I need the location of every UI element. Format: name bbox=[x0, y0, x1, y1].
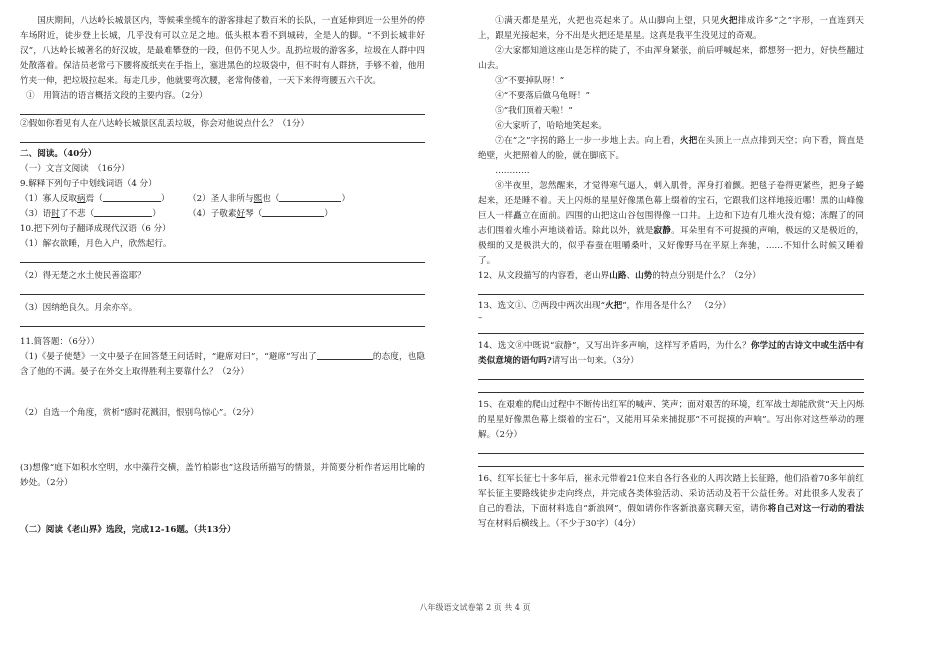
answer-line[interactable] bbox=[20, 132, 425, 143]
ellipsis: ………… bbox=[495, 166, 530, 176]
paragraph-2: ②大家都知道这座山是怎样的陡了，不由浑身紧张，前后呼喊起来，都想努一把力，好快些翻过山去。 bbox=[478, 46, 864, 71]
q9-row-2: （3）语时了不悲（ ） （4）子敬素好琴（ ） bbox=[20, 209, 333, 219]
blank-field[interactable] bbox=[103, 192, 161, 202]
blank-field[interactable] bbox=[279, 192, 341, 202]
page-footer: 八年级语文试卷第 2 页 共 4 页 bbox=[419, 603, 531, 612]
question-12: 12、从文段描写的内容看，老山界山路、山势的特点分别是什么？（2分） bbox=[478, 271, 761, 281]
blank-field[interactable] bbox=[317, 350, 373, 360]
subsection-classical-title: （一）文言文阅读 （16分） bbox=[20, 164, 130, 174]
question-2: ②假如你看见有人在八达岭长城景区乱丢垃圾，你会对他说点什么？（1分） bbox=[20, 119, 310, 129]
section-reading-title: 二、阅读。（40分） bbox=[20, 149, 97, 159]
question-16: 16、红军长征七十多年后，崔永元带着21位来自各行各业的人再次踏上长征路，他们沿着70多年前红军长征主要路线徒步走向终点，并完成各类体验活动、采访活动及若干公益任务。对此很多人发表了自己的看法，下面材料选自“新浪网”，假如请你作客新浪嘉宾聊天室，请你将自己对这一行动的看法写在材料后横线上。（不少于30字）（4分） bbox=[478, 474, 864, 529]
answer-line[interactable] bbox=[478, 443, 864, 454]
question-10-2: （2）得无楚之水土使民善盗耶？ bbox=[20, 271, 146, 281]
question-10: 10.把下列句子翻译成现代汉语（6 分） bbox=[20, 224, 171, 234]
subsection-laoshanjie-title: （二）阅读《老山界》选段，完成12-16题。（共13分） bbox=[20, 525, 236, 535]
question-13: 13、选文①、⑦两段中两次出现“火把”，作用各是什么？ （2分） bbox=[478, 301, 731, 311]
blank-field[interactable] bbox=[262, 207, 324, 217]
question-11: 11.简答题：（6分）） bbox=[20, 337, 100, 347]
answer-line[interactable] bbox=[20, 316, 425, 327]
answer-line[interactable] bbox=[20, 284, 425, 295]
right-column bbox=[478, 14, 864, 532]
answer-line[interactable] bbox=[478, 369, 864, 380]
paragraph-1: ①满天都是星光，火把也亮起来了。从山脚向上望，只见火把排成许多“之”字形，一直连到天上，跟星光接起来，分不出是火把还是星星。这真是我平生没见过的奇观。 bbox=[478, 16, 864, 41]
paragraph-5: ⑤“我们顶着天啦！” bbox=[495, 106, 573, 116]
answer-line[interactable] bbox=[478, 284, 864, 295]
question-1: ① 用简洁的语言概括文段的主要内容。（2分） bbox=[26, 91, 208, 101]
question-11-1: （1)《晏子使楚》一文中晏子在回答楚王问话时，“避席对曰”，“避席”写出了 的态度，也隐含了他的不满。晏子在外交上取得胜利主要靠什么？（2分） bbox=[20, 352, 425, 377]
answer-line[interactable] bbox=[478, 382, 864, 393]
paragraph-8: ⑧半夜里，忽然醒来，才觉得寒气逼人，刺入肌骨，浑身打着颤。把毯子卷得更紧些，把身子蜷起来，还是睡不着。天上闪烁的星星好像黑色幕上缀着的宝石，它跟我们这样地接近哪！黑的山峰像巨人一样矗立在面前。四围的山把这山谷包围得像一口井。上边和下边有几堆火没有熄；冻醒了的同志们围着火堆小声地谈着话。除此以外，就是寂静。耳朵里有不可捉摸的声响，极远的又是极近的，极细的又是极洪大的，似乎春蚕在咀嚼桑叶，又好像野马在平原上奔驰，……不知什么时候又睡着了。 bbox=[478, 181, 864, 266]
passage-text: 国庆期间，八达岭长城景区内，等候乘坐缆车的游客排起了数百米的长队，一直延伸到近一公里外的停车场附近，徒步登上长城，几乎没有可以立足之地。低头根本看不到城砖，全是人的脚。“不到长城非好汉”，八达岭长城著名的好汉坡，是最难攀登的一段，但仍不见人少。乱扔垃圾的游客多，垃圾在人群中四处散落着。保洁员老常弓下腰将废纸夹在手指上，塞进黑色的垃圾袋中，但不时有人群挤，手够不着，他用竹夹一伸，把垃圾拉起来。每走几步，他就要弯次腰，老常佝偻着，一天下来得弯腰五六千次。 bbox=[20, 16, 425, 86]
question-11-3: (3)想像“庭下如积水空明，水中藻荇交横，盖竹柏影也”这段话所描写的情景，并简要分析作者运用比喻的妙处。（2分） bbox=[20, 463, 425, 488]
answer-line[interactable] bbox=[478, 323, 864, 334]
paragraph-4: ④“不要落后做乌龟呀！” bbox=[495, 91, 590, 101]
paragraph-7: ⑦在“之”字拐的路上一步一步地上去。向上看，火把在头顶上一点点排到天空；向下看，简直是绝壁，火把照着人的脸，就在脚底下。 bbox=[478, 136, 864, 161]
left-column bbox=[20, 14, 425, 538]
paragraph-3: ③“不要掉队呀！” bbox=[495, 76, 565, 86]
dash-mark: – bbox=[478, 313, 483, 323]
question-10-1: （1）解衣欲睡，月色入户，欣然起行。 bbox=[20, 239, 172, 249]
question-10-3: （3）因纳绝良久。月余亦卒。 bbox=[20, 303, 138, 313]
question-9: 9.解释下列句子中划线词语（4 分） bbox=[20, 179, 157, 189]
paragraph-6: ⑥大家听了，哈哈地笑起来。 bbox=[495, 121, 607, 131]
question-15: 15、在艰难的爬山过程中不断传出红军的喊声、笑声；面对艰苦的环境，红军战士却能欣赏“天上闪烁的星星好像黑色幕上缀着的宝石”，又能用耳朵来捕捉那“不可捉摸的声响”。写出你对这些举动的理解。（2分） bbox=[478, 400, 864, 440]
blank-field[interactable] bbox=[94, 207, 152, 217]
answer-line[interactable] bbox=[20, 104, 425, 115]
question-14: 14、选文⑧中既说“寂静”，又写出许多声响，这样写矛盾吗，为什么？你学过的古诗文中或生活中有类似意境的语句吗?请写出一句来。（3分） bbox=[478, 341, 864, 366]
answer-line[interactable] bbox=[478, 456, 864, 467]
question-11-2: （2）自选一个角度，赏析“感时花溅泪，恨别鸟惊心”。（2分） bbox=[20, 408, 259, 418]
answer-line[interactable] bbox=[20, 252, 425, 263]
q9-row-1: （1）寡人反取病焉（ ） （2）圣人非所与熙也（ ） bbox=[20, 194, 351, 204]
